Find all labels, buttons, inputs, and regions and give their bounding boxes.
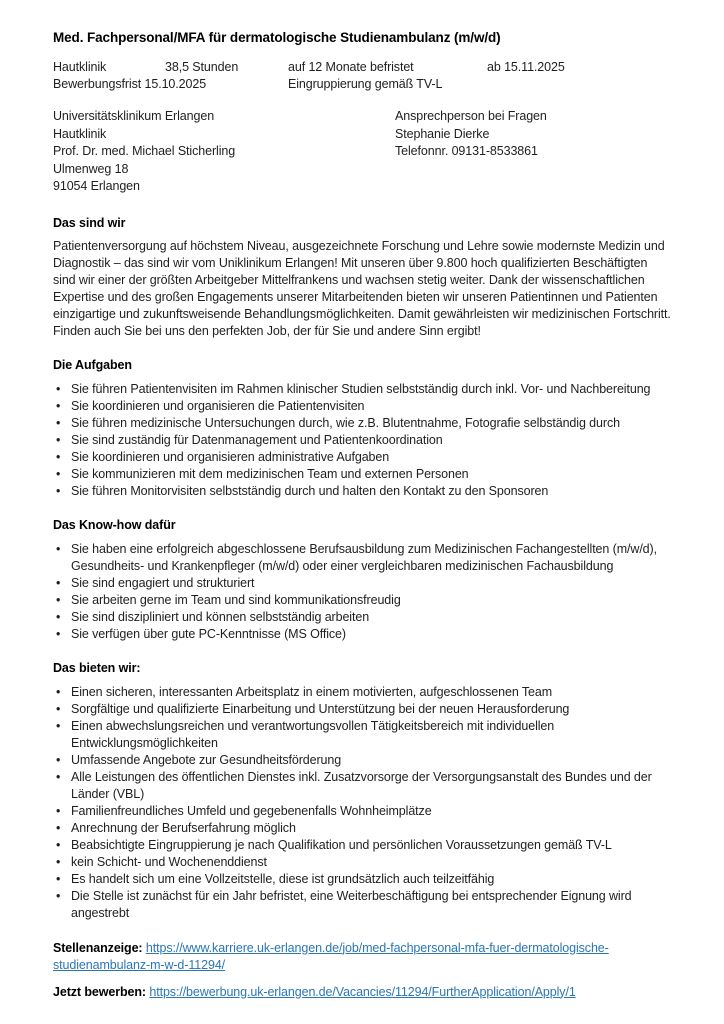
employer-address [53,108,395,196]
meta-empty-cell [487,76,672,93]
list-item: • Sorgfältige und qualifizierte Einarbeitung und Unterstützung bei der neuen Herausforderung [53,701,672,718]
list-item: • Sie sind diszipliniert und können selbstständig arbeiten [53,609,672,626]
list-item: • kein Schicht- und Wochenenddienst [53,854,672,871]
meta-term: auf 12 Monate befristet [288,60,414,74]
job-ad-link-label: Stellenanzeige: [53,940,143,955]
apply-link-line [53,984,672,1001]
contact-line: Ansprechperson bei Fragen [395,109,547,123]
knowhow-list [53,541,672,643]
page-title: Med. Fachpersonal/MFA für dermatologische Studienambulanz (m/w/d) [53,30,501,45]
list-item: • Sie kommunizieren mit dem medizinischen Team und externen Personen [53,466,672,483]
meta-pay-grade: Eingruppierung gemäß TV-L [288,77,443,91]
employer-line: Prof. Dr. med. Michael Sticherling [53,144,236,158]
list-item: • Anrechnung der Berufserfahrung möglich [53,820,672,837]
list-item: • Sie führen Monitorvisiten selbstständig durch und halten den Kontakt zu den Sponsoren [53,483,672,500]
apply-link-label: Jetzt bewerben: [53,984,146,999]
job-ad-link[interactable]: https://www.karriere.uk-erlangen.de/job/med-fachpersonal-mfa-fuer-dermatologische-studienambulanz-m-w-d-11294/ [53,940,609,972]
list-item: • Es handelt sich um eine Vollzeitstelle, diese ist grundsätzlich auch teilzeitfähig [53,871,672,888]
section-heading-about: Das sind wir [53,215,126,230]
offer-list [53,684,672,922]
list-item: • Sie koordinieren und organisieren die Patientenvisiten [53,398,672,415]
employer-line: Ulmenweg 18 [53,161,129,176]
job-meta [53,59,672,93]
section-heading-knowhow: Das Know-how dafür [53,517,176,532]
list-item: • Sie arbeiten gerne im Team und sind kommunikationsfreudig [53,592,672,609]
employer-line: Hautklinik [53,126,107,141]
job-ad-link-line [53,940,672,974]
list-item: • Einen abwechslungsreichen und verantwortungsvollen Tätigkeitsbereich mit individuellen Entwicklungsmöglichkeiten [53,718,672,752]
list-item: • Sie koordinieren und organisieren administrative Aufgaben [53,449,672,466]
employer-line: 91054 Erlangen [53,179,140,193]
list-item: • Die Stelle ist zunächst für ein Jahr befristet, eine Weiterbeschäftigung bei entsprechender Eignung wird angestrebt [53,888,672,922]
meta-hours: 38,5 Stunden [165,60,239,74]
apply-link[interactable]: https://bewerbung.uk-erlangen.de/Vacancies/11294/FurtherApplication/Apply/1 [149,984,576,999]
list-item: • Sie verfügen über gute PC-Kenntnisse (MS Office) [53,626,672,643]
section-heading-tasks: Die Aufgaben [53,357,132,372]
about-text: Patientenversorgung auf höchstem Niveau, ausgezeichnete Forschung und Lehre sowie modernste Medizin und Diagnostik – das sind wir vom Uniklinikum Erlangen! Mit unseren über 9.800 hoch qualifizierten Beschäftigten sind wir einer der größten Arbeitgeber Mittelfrankens und wachsen stetig weiter. Dank der wissenschaftlichen Expertise und des großen Engagements unserer Mitarbeitenden bieten wir unseren Patientinnen und Patienten einzigartige und zukunftsweisende Behandlungsmöglichkeiten. Damit gewährleisten wir medizinischen Fortschritt. Finden auch Sie bei uns den perfekten Job, der für Sie und andere Sinn ergibt! [53,238,671,338]
list-item: • Sie haben eine erfolgreich abgeschlossene Berufsausbildung zum Medizinischen Fachangestellten (m/w/d), Gesundheits- und Krankenpfleger (m/w/d) oder einer vergleichbaren medizinischen Fachausbildung [53,541,672,575]
list-item: • Sie führen medizinische Untersuchungen durch, wie z.B. Blutentnahme, Fotografie selbständig durch [53,415,672,432]
list-item: • Sie führen Patientenvisiten im Rahmen klinischer Studien selbstständig durch inkl. Vor- und Nachbereitung [53,381,672,398]
section-heading-offer: Das bieten wir: [53,660,141,675]
list-item: • Einen sicheren, interessanten Arbeitsplatz in einem motivierten, aufgeschlossenen Team [53,684,672,701]
meta-deadline: Bewerbungsfrist 15.10.2025 [53,77,207,91]
address-block [53,108,672,196]
list-item: • Familienfreundliches Umfeld und gegebenenfalls Wohnheimplätze [53,803,672,820]
meta-department: Hautklinik [53,60,107,74]
list-item: • Sie sind engagiert und strukturiert [53,575,672,592]
meta-start-date: ab 15.11.2025 [487,60,565,74]
employer-line: Universitätsklinikum Erlangen [53,109,215,123]
list-item: • Sie sind zuständig für Datenmanagement und Patientenkoordination [53,432,672,449]
contact-info [395,108,672,196]
list-item: • Beabsichtigte Eingruppierung je nach Qualifikation und persönlichen Voraussetzungen gemäß TV-L [53,837,672,854]
tasks-list [53,381,672,500]
list-item: • Alle Leistungen des öffentlichen Dienstes inkl. Zusatzvorsorge der Versorgungsanstalt des Bundes und der Länder (VBL) [53,769,672,803]
list-item: • Umfassende Angebote zur Gesundheitsförderung [53,752,672,769]
contact-line: Telefonnr. 09131-8533861 [395,144,538,158]
contact-line: Stephanie Dierke [395,126,490,141]
